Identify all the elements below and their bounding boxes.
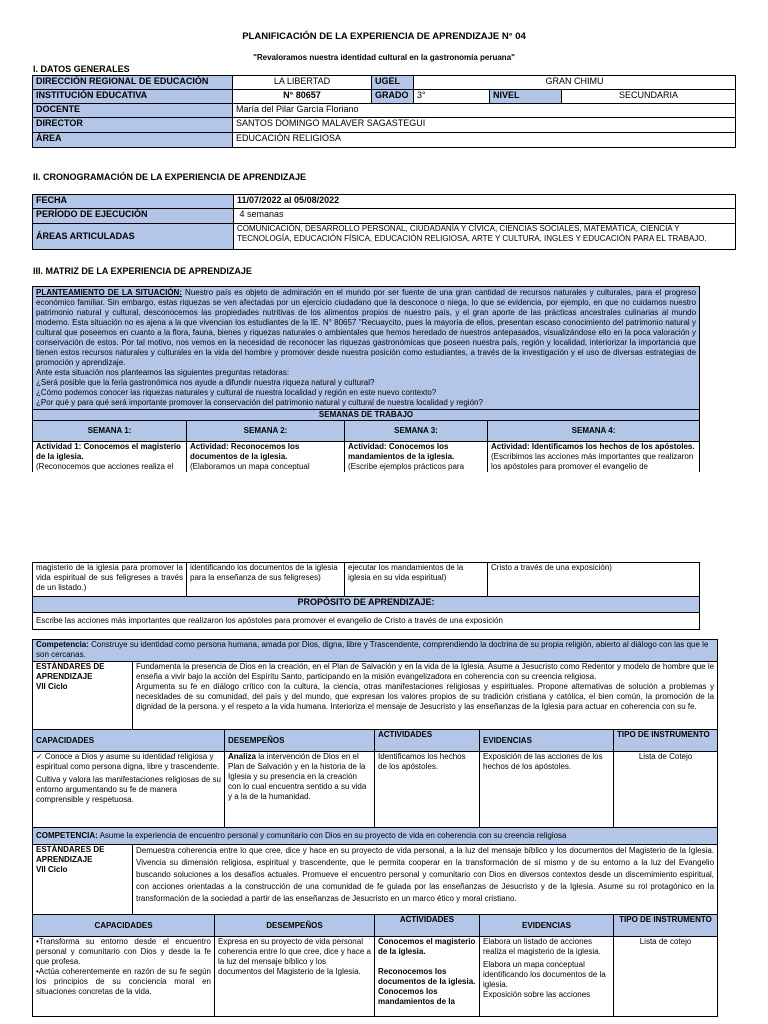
activity-2a: Conocemos el magisterio de la iglesia. xyxy=(378,937,476,956)
activity-1: Identificamos los hechos de los apóstoles. xyxy=(375,752,480,828)
question-2: ¿Cómo podemos conocer las riquezas naturales y cultural de nuestra localidad y región en este nuevo contexto? xyxy=(36,388,437,397)
periodo-label: PERÍODO DE EJECUCIÓN xyxy=(33,209,234,224)
head-desempenos-1: DESEMPEÑOS xyxy=(225,730,375,752)
performance-1-verb: Analiza xyxy=(228,752,257,761)
evidence-2b: Elabora un mapa conceptual identificando los documentos de la iglesia. xyxy=(483,960,606,989)
tool-2: Lista de cotejo xyxy=(614,937,718,1017)
fecha-value: 11/07/2022 al 05/08/2022 xyxy=(234,195,736,209)
week-2-desc-cont: identificando los documentos de la iglesia para la enseñanza de sus feligreses) xyxy=(187,563,345,597)
competency-2-text: Asume la experiencia de encuentro personal y comunitario con Dios en su proyecto de vida en coherencia con su creencia religiosa xyxy=(97,831,567,840)
section-heading-schedule: II. CRONOGRAMACIÓN DE LA EXPERIENCIA DE APRENDIZAJE xyxy=(33,172,307,182)
ugel-label: UGEL xyxy=(372,76,414,90)
questions-intro: Ante esta situación nos planteamos las siguientes preguntas retadoras: xyxy=(36,368,290,377)
weeks-title: SEMANAS DE TRABAJO xyxy=(33,410,700,421)
nivel-value: SECUNDARIA xyxy=(562,90,736,104)
areas-value: COMUNICACIÓN, DESARROLLO PERSONAL, CIUDADANÍA Y CÍVICA, CIENCIAS SOCIALES, MATEMÁTICA, CIENCIA Y TECNOLOGÍA, EDUCACIÓN FÍSICA, EDUCACIÓN RELIGIOSA, ARTE Y CULTURA, INGLES Y EDUCACIÓN PARA EL TRABAJO. xyxy=(234,224,736,250)
question-3: ¿Por qué y para qué será importante promover la conservación del patrimonio natural y cultural de nuestra localidad y región? xyxy=(36,398,483,407)
week-2-activity: Actividad: Reconocemos los documentos de la iglesia. xyxy=(190,442,300,461)
week-4-activity: Actividad: Identificamos los hechos de los apóstoles. xyxy=(491,442,695,451)
standards-1-label: ESTÁNDARES DE APRENDIZAJE xyxy=(36,662,105,681)
areas-label: ÁREAS ARTICULADAS xyxy=(33,224,234,250)
section-heading-general-data: I. DATOS GENERALES xyxy=(33,64,130,74)
capacities-1-cell xyxy=(33,752,225,828)
fecha-label: FECHA xyxy=(33,195,234,209)
situation-text: Nuestro país es objeto de admiración en el mundo por ser fuente de una gran cantidad de recursos naturales y culturales, para el progreso económico familiar. Sin embargo, estas riquezas se ven afectadas por un ejercicio ciudadano que la desconoce o niega, lo que se evidencia, por ejemplo, en que no cuidamos nuestro patrimonio natural y cultural, desconocemos las propiedades nutritivas de los alimentos propios de nuestro país, y el gran aporte de las prácticas ancestrales culinarias al mundo moderno. Esta situación no es ajena a la que vivencian los estudiantes de la IE. N° 80657 "Recuaycito, pues la mayoría de ellos, presentan escaso conocimiento del patrimonio natural y cultural que poseemos en cuanto a la flora, fauna, bienes y riquezas naturales o ambientales que hemos heredado de nuestros antepasados, visualizándose ello en la poca valoración y conservación de estos. Por tal motivo, nos vemos en la necesidad de reconocer las riquezas gastronómicas que poseen nuestra país, región y localidad, interiorizar la importancia que tienen estos recursos naturales y culturales en la vida del hombre y promover desde nuestra posición como estudiantes, a través de la investigación y el uso de diversas estrategias de promoción y aprendizaje. xyxy=(36,288,697,367)
ie-value: N° 80657 xyxy=(233,90,372,104)
weeks-continuation-table xyxy=(32,562,700,630)
general-data-table xyxy=(32,75,736,148)
director-value: SANTOS DOMINGO MALAVER SAGASTEGUI xyxy=(233,118,736,133)
tool-1: Lista de Cotejo xyxy=(614,752,718,828)
standards-1-cycle: VII Ciclo xyxy=(36,682,68,691)
activities-2-cell xyxy=(375,937,480,1017)
week-2-label: SEMANA 2: xyxy=(187,421,345,442)
performance-1-text: la intervención de Dios en el Plan de Salvación y en la historia de la Iglesia y su presencia en la creación con lo cual encuentra sentido a su vida y a la de la humanidad. xyxy=(228,752,367,801)
purpose-title: PROPÓSITO DE APRENDIZAJE: xyxy=(33,597,700,613)
week-3-activity: Actividad: Conocemos los mandamientos de la iglesia. xyxy=(348,442,455,461)
week-4-desc-cont: Cristo a través de una exposición) xyxy=(488,563,700,597)
docente-label: DOCENTE xyxy=(33,104,233,118)
competency-1-text: Construye su identidad como persona humana, amada por Dios, digna, libre y Trascendente, comprendiendo la doctrina de su propia religión, abierto al diálogo con las que le son cercanas. xyxy=(36,640,709,659)
schedule-table xyxy=(32,194,736,250)
competency-1-table xyxy=(32,639,718,828)
week-2-desc: (Elaboramos un mapa conceptual xyxy=(190,462,310,471)
head-evidencias-2: EVIDENCIAS xyxy=(480,915,614,937)
standards-2-label-cell xyxy=(33,845,133,915)
week-1-label: SEMANA 1: xyxy=(33,421,187,442)
week-1-desc: (Reconocemos que acciones realiza el xyxy=(36,462,174,471)
situation-label: PLANTEAMIENTO DE LA SITUACIÓN: xyxy=(36,288,182,297)
grado-value: 3° xyxy=(414,90,490,104)
competency-2-box xyxy=(33,828,718,845)
standards-2-text: Demuestra coherencia entre lo que cree, dice y hace en su proyecto de vida personal, a la luz del mensaje bíblico y los documentos del Magisterio de la Iglesia. Vivencia su dimensión religiosa, espiritual y trascendente, que le permita cooperar en la transformación de sí mismo y de su entorno a la luz del Evangelio buscando soluciones a los desafíos actuales. Promueve el encuentro personal y comunitario con Dios en diversos contextos desde un discernimiento espiritual, con acciones orientadas a la construcción de una comunidad de fe guiada por las enseñanzas de Jesucristo y de la Iglesia. Asume su rol protagónico en la transformación de la sociedad a partir de las enseñanzas de Jesucristo en un marco ético y moral cristiano. xyxy=(133,845,718,915)
document-subtitle: "Revaloramos nuestra identidad cultural en la gastronomía peruana" xyxy=(253,53,515,62)
week-1-activity: Actividad 1: Conocemos el magisterio de la iglesia. xyxy=(36,442,181,461)
head-actividades-1: ACTIVIDADES xyxy=(375,730,480,752)
performance-1-cell xyxy=(225,752,375,828)
standards-1-label-cell xyxy=(33,662,133,730)
ugel-value: GRAN CHIMU xyxy=(414,76,736,90)
competency-2-label: COMPETENCIA: xyxy=(36,831,98,840)
situation-box xyxy=(33,287,700,410)
head-capacidades-1: CAPACIDADES xyxy=(33,730,225,752)
director-label: DIRECTOR xyxy=(33,118,233,133)
competency-2-table xyxy=(32,827,718,1017)
week-4-label: SEMANA 4: xyxy=(488,421,700,442)
evidences-2-cell xyxy=(480,937,614,1017)
section-heading-matrix: III. MATRIZ DE LA EXPERIENCIA DE APRENDIZAJE xyxy=(33,266,252,276)
evidence-2a: Elabora un listado de acciones realiza el magisterio de la iglesia. xyxy=(483,937,601,956)
week-3-desc: (Escribe ejemplos prácticos para xyxy=(348,462,465,471)
competency-1-box xyxy=(33,640,718,662)
evidence-1: Exposición de las acciones de los hechos de los apóstoles. xyxy=(480,752,614,828)
standards-2-label: ESTÁNDARES DE APRENDIZAJE xyxy=(36,845,105,864)
nivel-label: NIVEL xyxy=(490,90,562,104)
document-title: PLANIFICACIÓN DE LA EXPERIENCIA DE APRENDIZAJE N° 04 xyxy=(242,31,526,42)
capacity-2a: •Transforma su entorno desde el encuentro personal y comunitario con Dios y desde la fe que profesa. xyxy=(36,937,211,966)
question-1: ¿Será posible que la feria gastronómica nos ayude a difundir nuestra riqueza natural y cultural? xyxy=(36,378,375,387)
standards-1-text: Fundamenta la presencia de Dios en la creación, en el Plan de Salvación y en la vida de la Iglesia. Asume a Jesucristo como Redentor y modelo de hombre que le enseña a vivir bajo la acción del Espíritu Santo, participando en la misión evangelizadora en coherencia con su creencia religiosa. Argumenta su fe en diálogo crítico con la cultura, la ciencia, otras manifestaciones religiosas y espirituales. Propone alternativas de solución a problemas y necesidades de su comunidad, del país y del mundo, que expresan los valores propios de su tradición cristiana y católica, el bien común, la promoción de la dignidad de la persona. y el respeto a la vida humana. Interioriza el mensaje de Jesucristo y las enseñanzas de la Iglesia para actuar en coherencia con su fe. xyxy=(133,662,718,730)
matrix-table xyxy=(32,286,700,472)
week-2-cell xyxy=(187,442,345,473)
purpose-text: Escribe las acciones más importantes que realizaron los apóstoles para promover el evangelio de Cristo a través de una exposición xyxy=(33,613,700,630)
area-value: EDUCACIÓN RELIGIOSA xyxy=(233,133,736,148)
periodo-value-text: 4 semanas xyxy=(239,209,284,219)
capacity-2b: •Actúa coherentemente en razón de su fe según los principios de su conciencia moral en situaciones concretas de la vida. xyxy=(36,967,211,996)
competency-1-label: Competencia: xyxy=(36,640,89,649)
week-3-desc-cont: ejecutar los mandamientos de la iglesia en su vida espiritual) xyxy=(345,563,488,597)
week-1-desc-cont: magisterio de la iglesia para promover la vida espiritual de sus feligreses a través de un listado.) xyxy=(33,563,187,597)
week-3-label: SEMANA 3: xyxy=(345,421,488,442)
week-1-cell xyxy=(33,442,187,473)
head-tipo-1: TIPO DE INSTRUMENTO xyxy=(614,730,718,752)
head-capacidades-2: CAPACIDADES xyxy=(33,915,215,937)
week-4-cell xyxy=(488,442,700,473)
grado-label: GRADO xyxy=(372,90,414,104)
week-4-desc: (Escribimos las acciones más importantes que realizaron los apóstoles para promover el evangelio de xyxy=(491,452,694,471)
ie-label: INSTITUCIÓN EDUCATIVA xyxy=(33,90,233,104)
dre-label: DIRECCIÓN REGIONAL DE EDUCACIÓN xyxy=(33,76,233,90)
capacity-1a: ✓ Conoce a Dios y asume su identidad religiosa y espiritual como persona digna, libre y trascendente. xyxy=(36,752,220,771)
dre-value: LA LIBERTAD xyxy=(233,76,372,90)
evidence-2c: Exposición sobre las acciones xyxy=(483,990,591,999)
capacity-1b: Cultiva y valora las manifestaciones religiosas de su entorno argumentando su fe de manera comprensible y respetuosa. xyxy=(36,775,221,804)
week-3-cell xyxy=(345,442,488,473)
capacities-2-cell xyxy=(33,937,215,1017)
head-actividades-2: ACTIVIDADES xyxy=(375,915,480,937)
docente-value: María del Pilar García Floriano xyxy=(233,104,736,118)
head-tipo-2: TIPO DE INSTRUMENTO xyxy=(614,915,718,937)
activity-2b: Reconocemos los documentos de la iglesia. xyxy=(378,967,476,986)
performance-2: Expresa en su proyecto de vida personal coherencia entre lo que cree, dice y hace a la luz del mensaje bíblico y los documentos del Magisterio de la Iglesia. xyxy=(215,937,375,1017)
head-desempenos-2: DESEMPEÑOS xyxy=(215,915,375,937)
area-label: ÁREA xyxy=(33,133,233,148)
activity-2c: Conocemos los mandamientos de la xyxy=(378,987,455,1006)
head-evidencias-1: EVIDENCIAS xyxy=(480,730,614,752)
standards-2-cycle: VII Ciclo xyxy=(36,865,68,874)
periodo-value xyxy=(234,209,736,224)
